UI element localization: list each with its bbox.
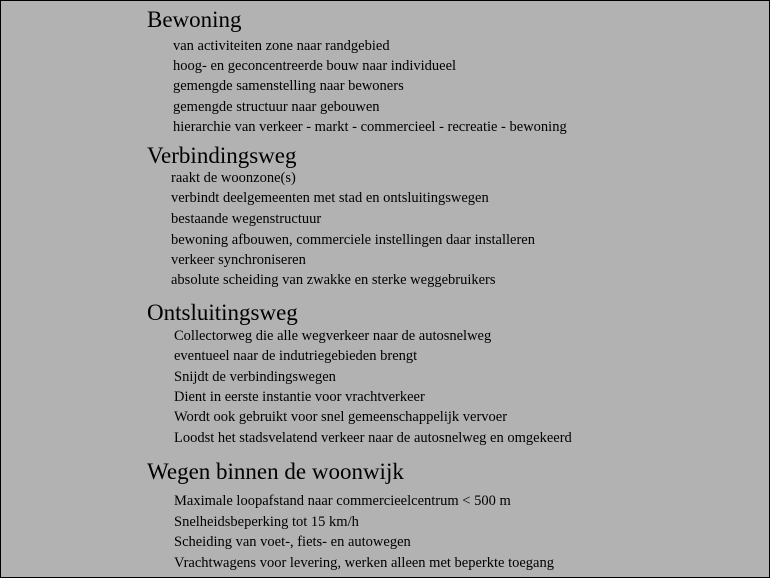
- list-item: gemengde samenstelling naar bewoners: [173, 78, 404, 94]
- section-title-bewoning: Bewoning: [147, 7, 242, 32]
- list-item: Dient in eerste instantie voor vrachtverkeer: [174, 389, 425, 405]
- list-item: verbindt deelgemeenten met stad en ontsluitingswegen: [171, 190, 489, 206]
- list-item: Wordt ook gebruikt voor snel gemeenschappelijk vervoer: [174, 409, 508, 425]
- list-item: Maximale loopafstand naar commercieelcentrum < 500 m: [174, 493, 511, 509]
- list-item: Snelheidsbeperking tot 15 km/h: [174, 514, 359, 530]
- list-item: bestaande wegenstructuur: [171, 211, 322, 227]
- list-item: hoog- en geconcentreerde bouw naar individueel: [173, 58, 457, 74]
- section-title-ontsluitingsweg: Ontsluitingsweg: [147, 300, 298, 325]
- section-title-verbindingsweg: Verbindingsweg: [147, 143, 297, 168]
- list-item: Scheiding van voet-, fiets- en autowegen: [174, 534, 411, 550]
- list-item: Snijdt de verbindingswegen: [174, 369, 336, 385]
- list-item: hierarchie van verkeer - markt - commercieel - recreatie - bewoning: [173, 119, 567, 135]
- list-item: gemengde structuur naar gebouwen: [173, 99, 380, 115]
- list-item: eventueel naar de indutriegebieden brengt: [174, 348, 418, 364]
- list-item: Collectorweg die alle wegverkeer naar de autosnelweg: [174, 328, 492, 344]
- section-title-wegen-binnen-de-woonwijk: Wegen binnen de woonwijk: [147, 459, 404, 484]
- list-item: absolute scheiding van zwakke en sterke weggebruikers: [171, 272, 496, 288]
- list-item: raakt de woonzone(s): [171, 170, 296, 186]
- list-item: bewoning afbouwen, commerciele instellingen daar installeren: [171, 232, 535, 248]
- list-item: verkeer synchroniseren: [171, 252, 306, 268]
- list-item: Vrachtwagens voor levering, werken alleen met beperkte toegang: [174, 555, 554, 571]
- list-item: van activiteiten zone naar randgebied: [173, 38, 390, 54]
- list-item: Loodst het stadsvelatend verkeer naar de autosnelweg en omgekeerd: [174, 430, 572, 446]
